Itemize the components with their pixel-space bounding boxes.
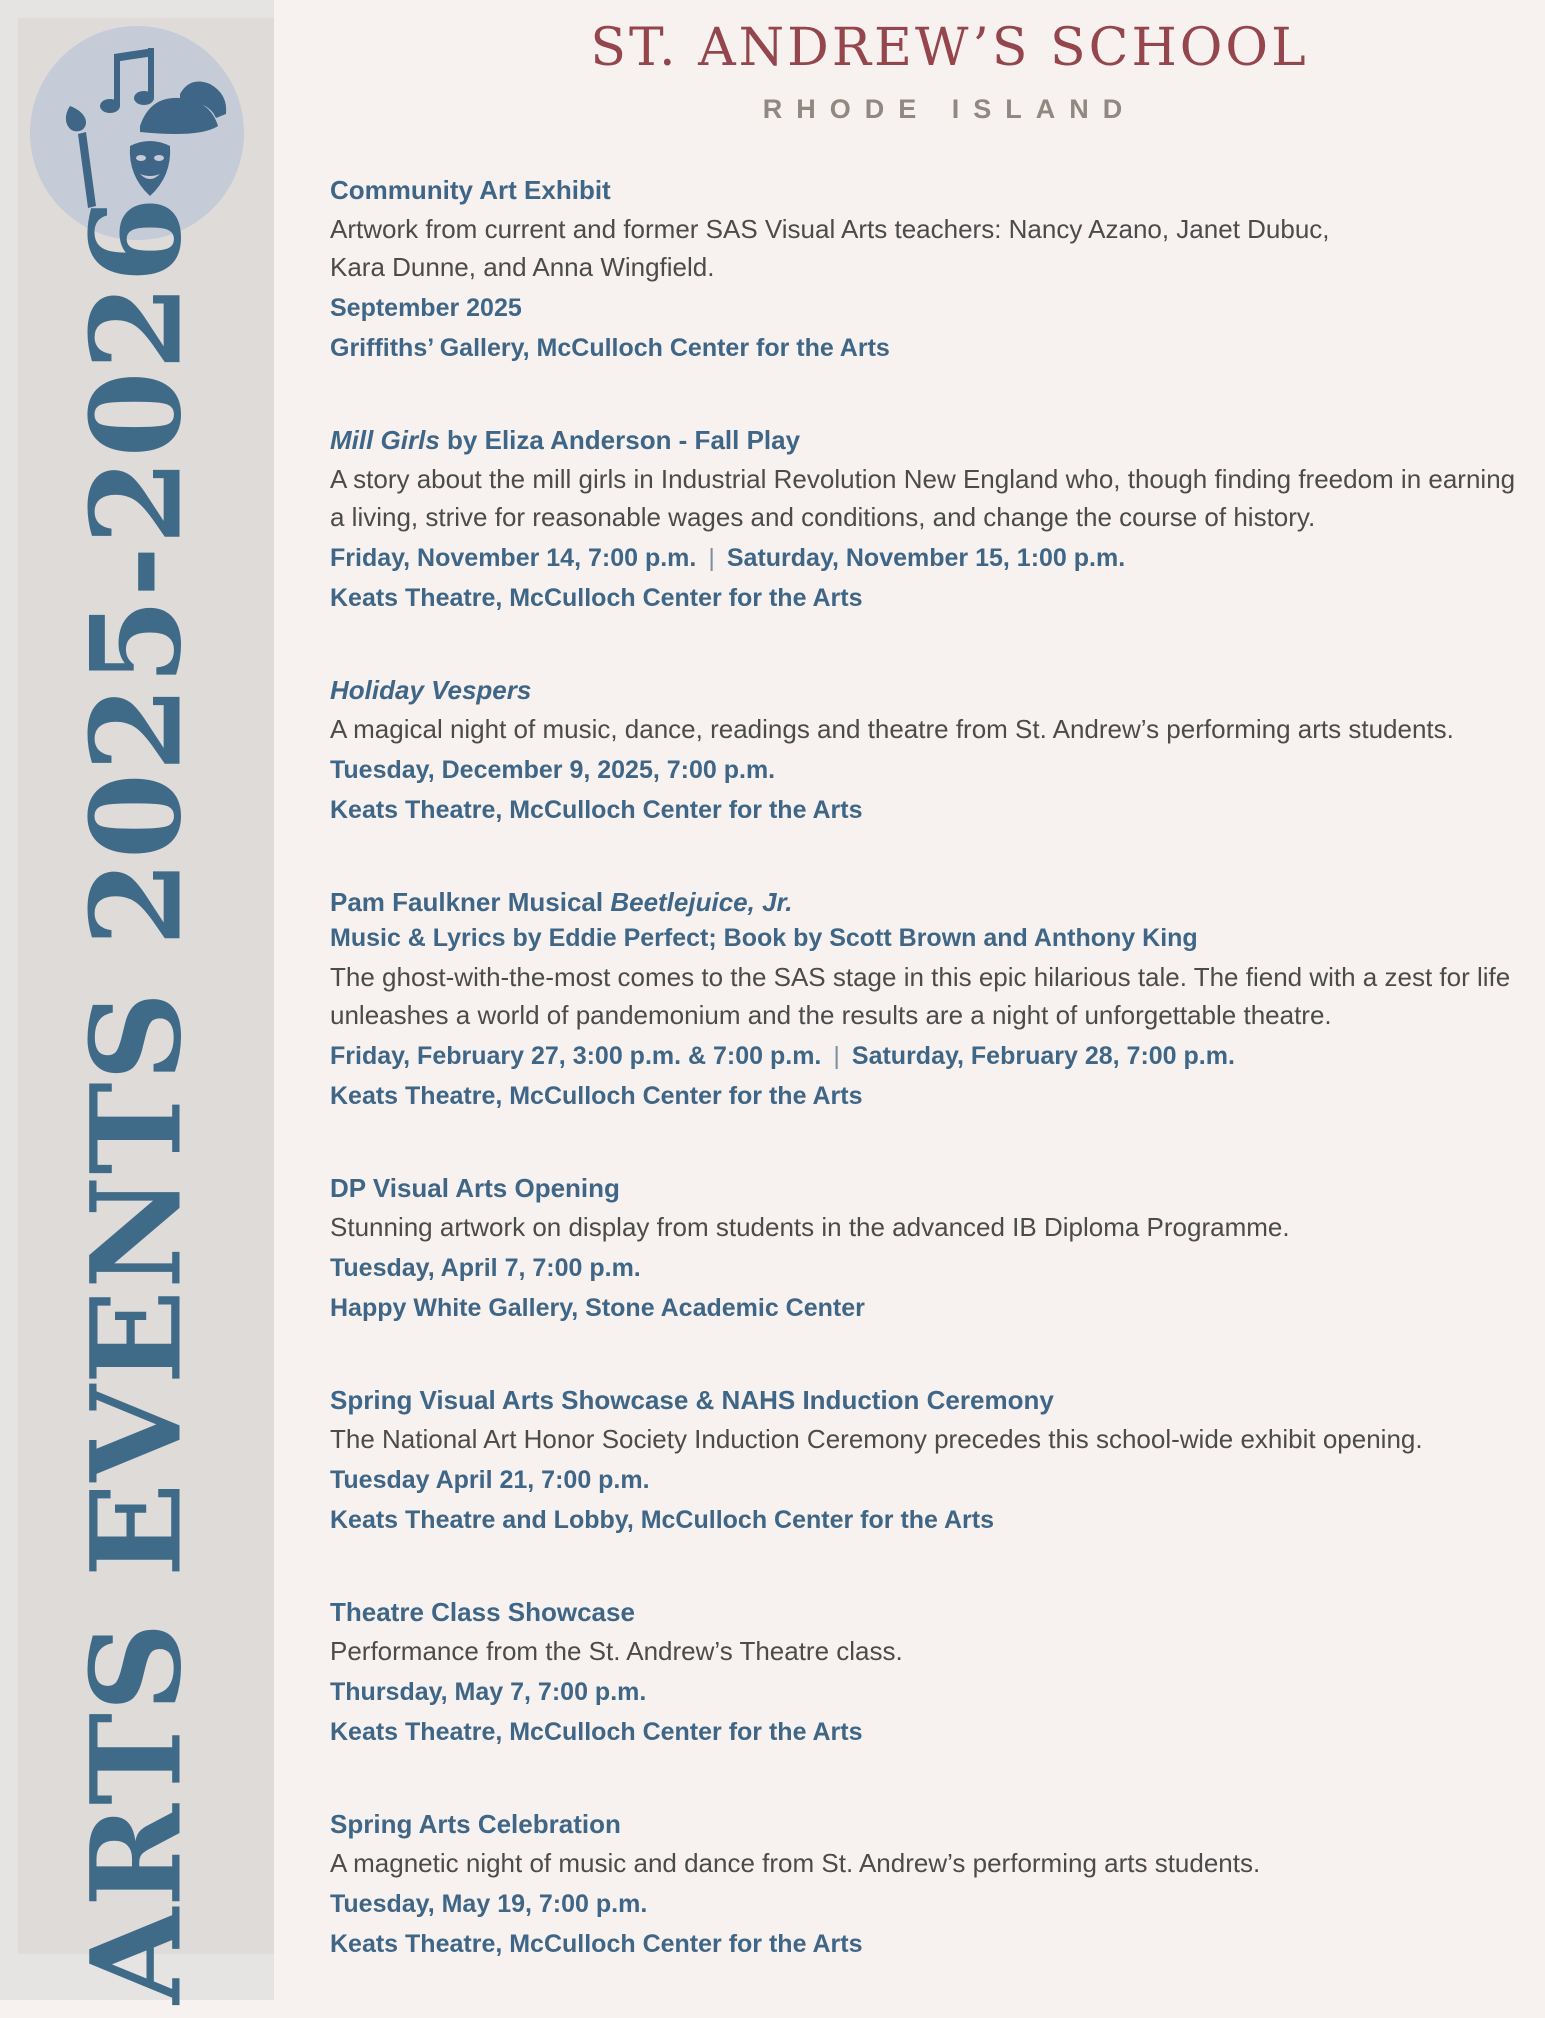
event-date: Tuesday, April 7, 7:00 p.m. <box>330 1254 641 1282</box>
event-title: Spring Visual Arts Showcase & NAHS Induction Ceremony <box>330 1385 1054 1415</box>
event-title <box>330 884 1520 920</box>
event-description: A story about the mill girls in Industrial Revolution New England who, though finding freedom in earning a living, strive for reasonable wages and conditions, and change the course of history. <box>330 464 1516 532</box>
event-dates <box>330 538 1520 578</box>
event-description: Performance from the St. Andrew’s Theatre class. <box>330 1636 903 1666</box>
event-location: Griffiths’ Gallery, McCulloch Center for the Arts <box>330 334 890 362</box>
event-title-rest: Pam Faulkner Musical <box>330 887 611 917</box>
event-title: Spring Arts Celebration <box>330 1809 621 1839</box>
event-description: Artwork from current and former SAS Visual Arts teachers: Nancy Azano, Janet Dubuc, Kara Dunne, and Anna Wingfield. <box>330 214 1330 282</box>
event-location: Keats Theatre and Lobby, McCulloch Center for the Arts <box>330 1506 994 1534</box>
event-location: Keats Theatre, McCulloch Center for the Arts <box>330 1082 863 1110</box>
event-description: The ghost-with-the-most comes to the SAS stage in this epic hilarious tale. The fiend with a zest for life unleashes a world of pandemonium and the results are a night of unforgettable theatre. <box>330 962 1511 1030</box>
event-location: Happy White Gallery, Stone Academic Center <box>330 1294 865 1322</box>
event-credit: Music & Lyrics by Eddie Perfect; Book by Scott Brown and Anthony King <box>330 924 1198 952</box>
event-date-2: Saturday, November 15, 1:00 p.m. <box>726 544 1126 572</box>
sidebar <box>0 0 274 2005</box>
event-theatre-class-showcase <box>330 1594 1520 1752</box>
event-title: Community Art Exhibit <box>330 175 611 205</box>
event-location: Keats Theatre, McCulloch Center for the Arts <box>330 796 863 824</box>
school-location: RHODE ISLAND <box>762 94 1137 124</box>
event-location: Keats Theatre, McCulloch Center for the Arts <box>330 584 863 612</box>
event-date-1: Friday, February 27, 3:00 p.m. & 7:00 p.m. <box>330 1042 822 1070</box>
event-title: Theatre Class Showcase <box>330 1597 635 1627</box>
page-header <box>274 18 1545 125</box>
event-mill-girls <box>330 422 1520 618</box>
date-separator: | <box>708 544 715 572</box>
event-date: Tuesday, December 9, 2025, 7:00 p.m. <box>330 756 776 784</box>
event-date: September 2025 <box>330 294 522 322</box>
event-spring-visual-arts-showcase <box>330 1382 1520 1540</box>
event-title: DP Visual Arts Opening <box>330 1173 620 1203</box>
event-title-italic: Mill Girls <box>330 425 440 455</box>
event-description: A magical night of music, dance, readings and theatre from St. Andrew’s performing arts students. <box>330 714 1454 744</box>
event-title-rest: by Eliza Anderson - Fall Play <box>439 425 801 455</box>
event-description: The National Art Honor Society Induction Ceremony precedes this school-wide exhibit opening. <box>330 1424 1423 1454</box>
event-title-italic: Holiday Vespers <box>330 675 532 705</box>
event-date: Tuesday April 21, 7:00 p.m. <box>330 1466 650 1494</box>
event-location: Keats Theatre, McCulloch Center for the Arts <box>330 1718 863 1746</box>
school-name: ST. ANDREW’S SCHOOL <box>590 18 1309 78</box>
event-dates <box>330 1036 1520 1076</box>
event-dp-visual-arts <box>330 1170 1520 1328</box>
event-title <box>330 422 1520 458</box>
event-community-art-exhibit <box>330 172 1520 368</box>
event-date: Tuesday, May 19, 7:00 p.m. <box>330 1890 648 1918</box>
event-title-italic: Beetlejuice, Jr. <box>610 887 793 917</box>
event-date-2: Saturday, February 28, 7:00 p.m. <box>851 1042 1235 1070</box>
event-location: Keats Theatre, McCulloch Center for the Arts <box>330 1930 863 1958</box>
event-beetlejuice <box>330 884 1520 1116</box>
event-title <box>330 672 1520 708</box>
events-list <box>330 172 1520 2018</box>
event-description: Stunning artwork on display from students in the advanced IB Diploma Programme. <box>330 1212 1290 1242</box>
event-date-1: Friday, November 14, 7:00 p.m. <box>330 544 697 572</box>
date-separator: | <box>833 1042 840 1070</box>
event-holiday-vespers <box>330 672 1520 830</box>
event-description: A magnetic night of music and dance from St. Andrew’s performing arts students. <box>330 1848 1261 1878</box>
sidebar-title: ARTS EVENTS 2025-2026 <box>64 195 210 2005</box>
event-spring-arts-celebration <box>330 1806 1520 1964</box>
event-date: Thursday, May 7, 7:00 p.m. <box>330 1678 647 1706</box>
